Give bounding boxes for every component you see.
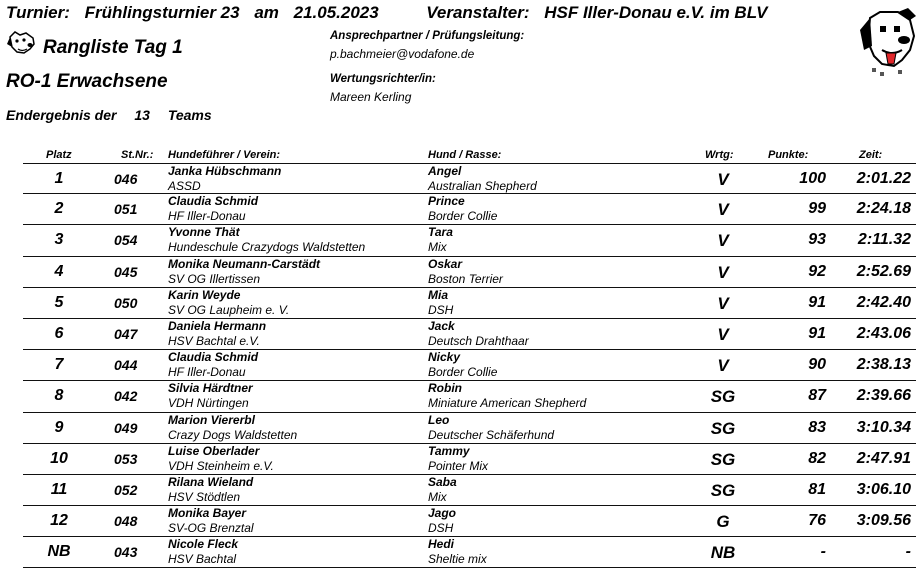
row-place: NB [47, 543, 71, 561]
row-breed: Deutscher Schäferhund [428, 427, 555, 442]
class-title: RO-1 Erwachsene [6, 71, 168, 92]
row-club: VDH Nürtingen [168, 396, 249, 411]
row-points: 92 [808, 262, 826, 280]
row-stnr: 042 [114, 388, 138, 405]
row-rating: V [717, 293, 729, 313]
header-stnr: St.Nr.: [121, 149, 154, 161]
row-rating: SG [710, 480, 736, 500]
row-stnr: 054 [114, 232, 138, 249]
header-place: Platz [46, 149, 72, 161]
row-time: 2:43.06 [856, 324, 911, 342]
row-breed: Miniature American Shepherd [428, 396, 587, 411]
row-time: 2:47.91 [856, 449, 911, 467]
row-dog: Mia [428, 287, 449, 302]
row-rating: G [716, 512, 730, 532]
table-header [23, 149, 916, 163]
row-time: 2:39.66 [856, 387, 911, 405]
table-row [23, 381, 916, 412]
table-row [23, 163, 916, 194]
row-handler: Monika Bayer [168, 506, 247, 521]
row-handler: Monika Neumann-Carstädt [168, 256, 321, 271]
row-club: Hundeschule Crazydogs Waldstetten [168, 240, 366, 255]
row-time: 2:11.32 [857, 231, 911, 249]
page-title: Rangliste Tag 1 [43, 37, 183, 58]
veranstalter-label: Veranstalter: [426, 3, 530, 22]
row-dog: Saba [428, 474, 457, 489]
row-rating: SG [710, 387, 736, 407]
header-handler: Hundeführer / Verein: [168, 149, 281, 161]
row-time: 2:01.22 [856, 170, 911, 187]
table-row [23, 319, 916, 350]
row-dog: Tammy [428, 443, 470, 458]
row-stnr: 045 [114, 263, 138, 280]
row-club: SV-OG Brenztal [168, 521, 254, 536]
row-place: 7 [54, 356, 64, 374]
row-club: ASSD [168, 179, 201, 193]
row-rating: V [717, 324, 729, 344]
dog-mascot-icon [858, 6, 918, 86]
row-stnr: 044 [114, 357, 138, 374]
table-row [23, 537, 916, 568]
row-handler: Silvia Härdtner [168, 381, 253, 396]
am-label: am [254, 3, 279, 22]
row-stnr: 047 [114, 325, 138, 342]
row-rating: V [717, 231, 729, 251]
row-rating: SG [710, 449, 736, 469]
row-handler: Rilana Wieland [168, 474, 254, 489]
row-dog: Tara [428, 225, 453, 240]
row-time: 2:52.69 [856, 262, 911, 280]
row-place: 10 [50, 449, 68, 467]
header-rating: Wrtg: [705, 149, 734, 161]
row-breed: Border Collie [428, 365, 498, 380]
row-club: SV OG Illertissen [168, 271, 261, 286]
row-points: 81 [808, 480, 826, 498]
row-points: 99 [808, 200, 826, 218]
results-table [23, 149, 916, 568]
result-label: Endergebnis der [6, 107, 117, 123]
row-breed: Mix [428, 240, 447, 255]
event-header [6, 3, 778, 23]
row-club: SV OG Laupheim e. V. [168, 302, 290, 317]
row-place: 12 [50, 512, 68, 530]
row-time: 2:24.18 [856, 200, 911, 218]
row-place: 4 [54, 262, 64, 280]
row-breed: DSH [428, 521, 454, 536]
table-row [23, 444, 916, 475]
row-time: 2:38.13 [856, 356, 911, 374]
row-stnr: 049 [114, 419, 138, 436]
row-breed: Pointer Mix [428, 458, 489, 473]
row-dog: Leo [428, 412, 450, 427]
row-breed: Sheltie mix [428, 552, 487, 567]
row-rating: V [717, 262, 729, 282]
row-handler: Marion Viererbl [168, 412, 255, 427]
row-rating: V [717, 170, 729, 189]
row-points: 87 [808, 387, 826, 405]
row-place: 2 [54, 200, 64, 218]
row-points: 91 [808, 324, 826, 342]
table-body [23, 163, 916, 568]
row-handler: Daniela Hermann [168, 318, 267, 333]
row-club: HSV Bachtal [168, 552, 237, 567]
veranstalter-name: HSF Iller-Donau e.V. im BLV [544, 3, 768, 22]
table-row [23, 475, 916, 506]
row-points: 93 [808, 231, 826, 249]
row-points: 90 [808, 356, 826, 374]
row-place: 9 [54, 418, 64, 436]
row-place: 1 [54, 170, 64, 187]
judge-name: Mareen Kerling [330, 90, 412, 104]
row-breed: Australian Shepherd [428, 179, 537, 193]
contact-label: Ansprechpartner / Prüfungsleitung: [330, 30, 525, 42]
row-dog: Robin [428, 381, 462, 396]
header-time: Zeit: [859, 149, 883, 161]
row-club: HSV Stödtlen [168, 489, 241, 504]
row-place: 5 [54, 293, 64, 311]
row-club: VDH Steinheim e.V. [168, 458, 274, 473]
row-stnr: 046 [114, 171, 138, 187]
table-row [23, 413, 916, 444]
row-points: 76 [808, 512, 826, 530]
row-breed: Deutsch Drahthaar [428, 333, 529, 348]
row-stnr: 051 [114, 201, 138, 218]
row-place: 8 [54, 387, 64, 405]
row-rating: V [717, 200, 729, 220]
row-time: - [905, 543, 911, 561]
row-handler: Nicole Fleck [168, 537, 239, 552]
row-stnr: 052 [114, 481, 138, 498]
row-time: 3:10.34 [856, 418, 911, 436]
row-dog: Oskar [428, 256, 463, 271]
contact-email: p.bachmeier@vodafone.de [330, 47, 475, 61]
row-breed: Border Collie [428, 209, 498, 224]
dog-head-icon [6, 29, 38, 57]
table-row [23, 257, 916, 288]
row-handler: Luise Oberlader [168, 443, 260, 458]
row-dog: Nicky [428, 350, 461, 365]
row-rating: V [717, 356, 729, 376]
row-club: HF Iller-Donau [168, 209, 246, 224]
row-stnr: 053 [114, 450, 138, 467]
header-points: Punkte: [768, 149, 809, 161]
row-dog: Prince [428, 194, 465, 209]
table-row [23, 288, 916, 319]
event-date: 21.05.2023 [293, 3, 379, 22]
row-points: 100 [799, 170, 826, 187]
table-row [23, 350, 916, 381]
row-place: 6 [54, 324, 64, 342]
row-place: 3 [54, 231, 64, 249]
row-dog: Hedi [428, 537, 455, 552]
row-stnr: 048 [114, 513, 138, 530]
row-handler: Karin Weyde [168, 287, 241, 302]
header-dog: Hund / Rasse: [428, 149, 502, 161]
team-count: 13 [134, 107, 150, 123]
row-points: 83 [808, 418, 826, 436]
row-handler: Claudia Schmid [168, 194, 259, 209]
row-rating: SG [710, 418, 736, 438]
row-club: Crazy Dogs Waldstetten [168, 427, 298, 442]
row-rating: NB [710, 543, 736, 563]
turnier-label: Turnier: [6, 3, 70, 22]
row-points: 91 [808, 293, 826, 311]
row-club: HSV Bachtal e.V. [168, 333, 260, 348]
turnier-name: Frühlingsturnier 23 [84, 3, 240, 22]
row-dog: Jack [428, 318, 455, 333]
team-unit: Teams [167, 107, 212, 123]
row-club: HF Iller-Donau [168, 365, 246, 380]
table-row [23, 194, 916, 225]
row-handler: Yvonne Thät [168, 225, 240, 240]
table-row [23, 506, 916, 537]
row-dog: Jago [428, 506, 457, 521]
row-handler: Claudia Schmid [168, 350, 259, 365]
row-stnr: 043 [114, 544, 138, 561]
row-points: - [820, 543, 826, 561]
row-time: 2:42.40 [856, 293, 911, 311]
result-summary [6, 107, 226, 123]
row-dog: Angel [428, 164, 462, 178]
row-stnr: 050 [114, 294, 138, 311]
row-breed: Mix [428, 489, 447, 504]
row-points: 82 [808, 449, 826, 467]
row-time: 3:06.10 [856, 480, 911, 498]
row-place: 11 [50, 480, 68, 498]
row-breed: Boston Terrier [428, 271, 503, 286]
row-breed: DSH [428, 302, 454, 317]
judge-label: Wertungsrichter/in: [330, 73, 436, 85]
table-row [23, 225, 916, 256]
row-handler: Janka Hübschmann [168, 164, 282, 178]
row-time: 3:09.56 [856, 512, 911, 530]
